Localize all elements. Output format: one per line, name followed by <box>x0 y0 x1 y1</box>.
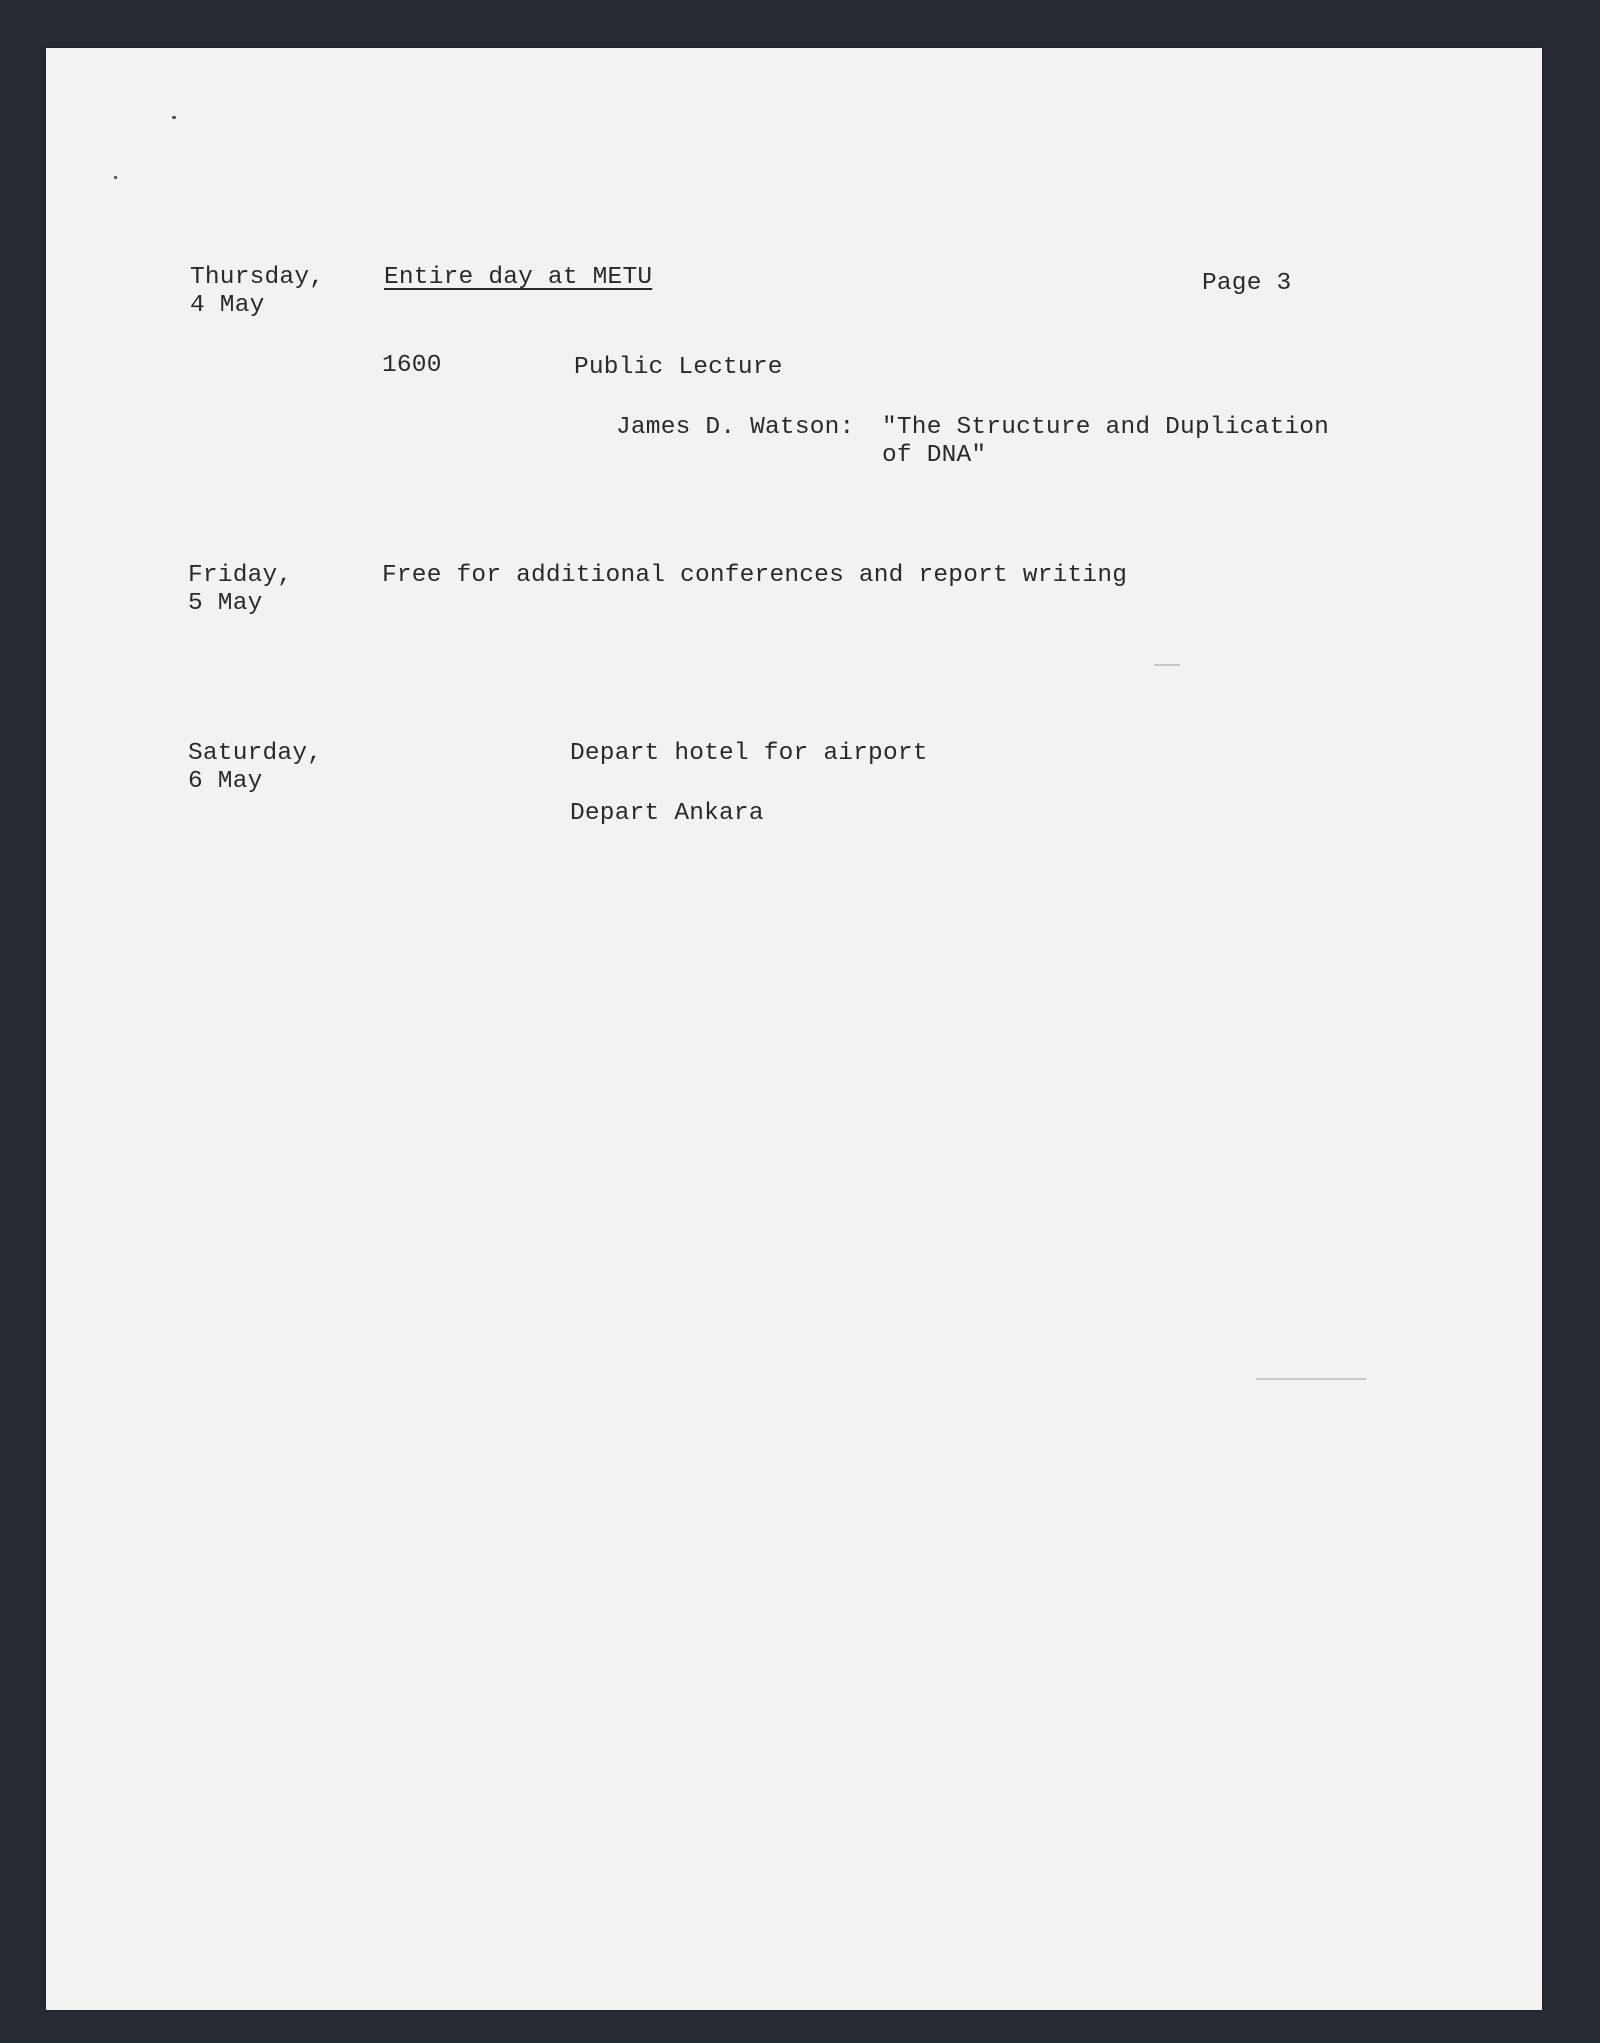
event-name: Public Lecture <box>574 354 783 381</box>
lecture-title-line-2: of DNA" <box>882 442 987 469</box>
ink-speck <box>172 116 176 119</box>
lecture-title-line-1: "The Structure and Duplication <box>882 414 1330 441</box>
date-label: 4 May <box>190 292 265 319</box>
schedule-item: Depart Ankara <box>570 800 764 827</box>
date-label: 6 May <box>188 768 263 795</box>
day-heading: Entire day at METU <box>384 264 653 291</box>
event-time: 1600 <box>382 352 442 379</box>
schedule-item: Depart hotel for airport <box>570 740 928 767</box>
fold-mark <box>1154 664 1180 666</box>
date-label: 5 May <box>188 590 263 617</box>
day-label: Saturday, <box>188 740 323 767</box>
speaker-name: James D. Watson: <box>616 414 855 441</box>
schedule-note: Free for additional conferences and report writing <box>382 562 1128 589</box>
day-label: Thursday, <box>190 264 325 291</box>
page-number: Page 3 <box>1202 270 1292 297</box>
day-label: Friday, <box>188 562 293 589</box>
document-page <box>46 48 1542 2010</box>
fold-mark <box>1256 1378 1366 1380</box>
ink-speck <box>114 176 117 179</box>
